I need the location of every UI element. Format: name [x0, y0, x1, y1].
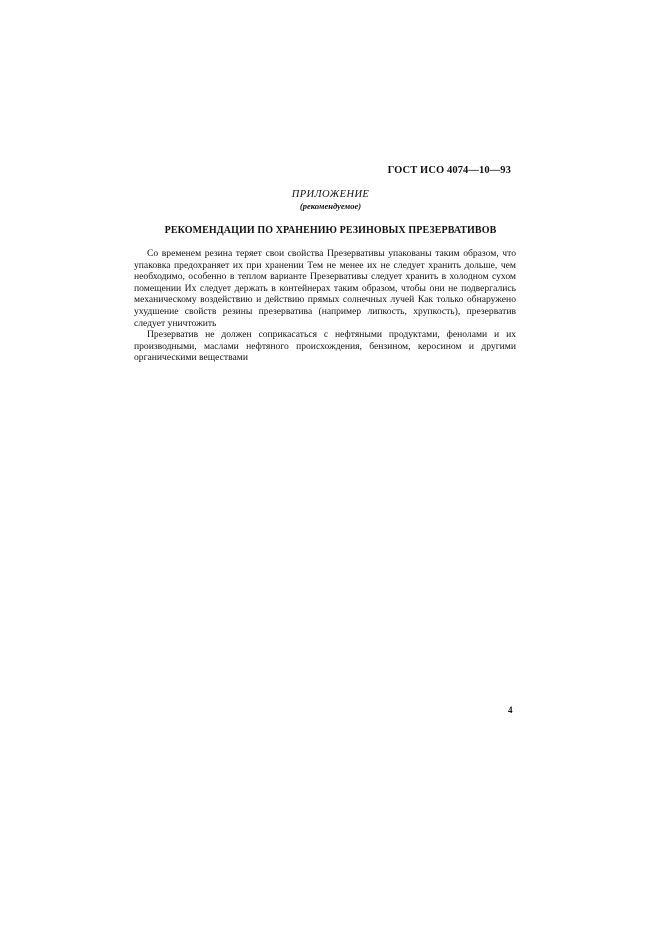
paragraph: Со временем резина теряет свои свойства Презервативы упакованы таким образом, что упаковка предохраняет их при хранении Тем не менее их не следует хранить дольше, чем необходимо, особенно в теплом варианте Презервативы следует хранить в холодном сухом помещении Их следует держать в контейнерах таким образом, чтобы они не подвергались механическому воздействию и действию прямых солнечных лучей Как только обнаружено ухудшение свойств резины презерватива (например липкость, хрупкость), презерватив следует уничтожить — [134, 248, 516, 329]
standard-code: ГОСТ ИСО 4074—10—93 — [387, 165, 511, 176]
page-number: 4 — [508, 705, 513, 715]
appendix-subtitle: (рекомендуемое) — [299, 201, 362, 211]
paragraph: Презерватив не должен соприкасаться с нефтяными продуктами, фенолами и их производными, маслами нефтяного происхождения, бензином, керосином и другими органическими веществами — [134, 329, 516, 364]
section-heading: РЕКОМЕНДАЦИИ ПО ХРАНЕНИЮ РЕЗИНОВЫХ ПРЕЗЕРВАТИВОВ — [164, 225, 497, 236]
appendix-title: ПРИЛОЖЕНИЕ — [291, 189, 370, 200]
appendix-block — [0, 189, 661, 212]
body-text — [134, 248, 516, 364]
